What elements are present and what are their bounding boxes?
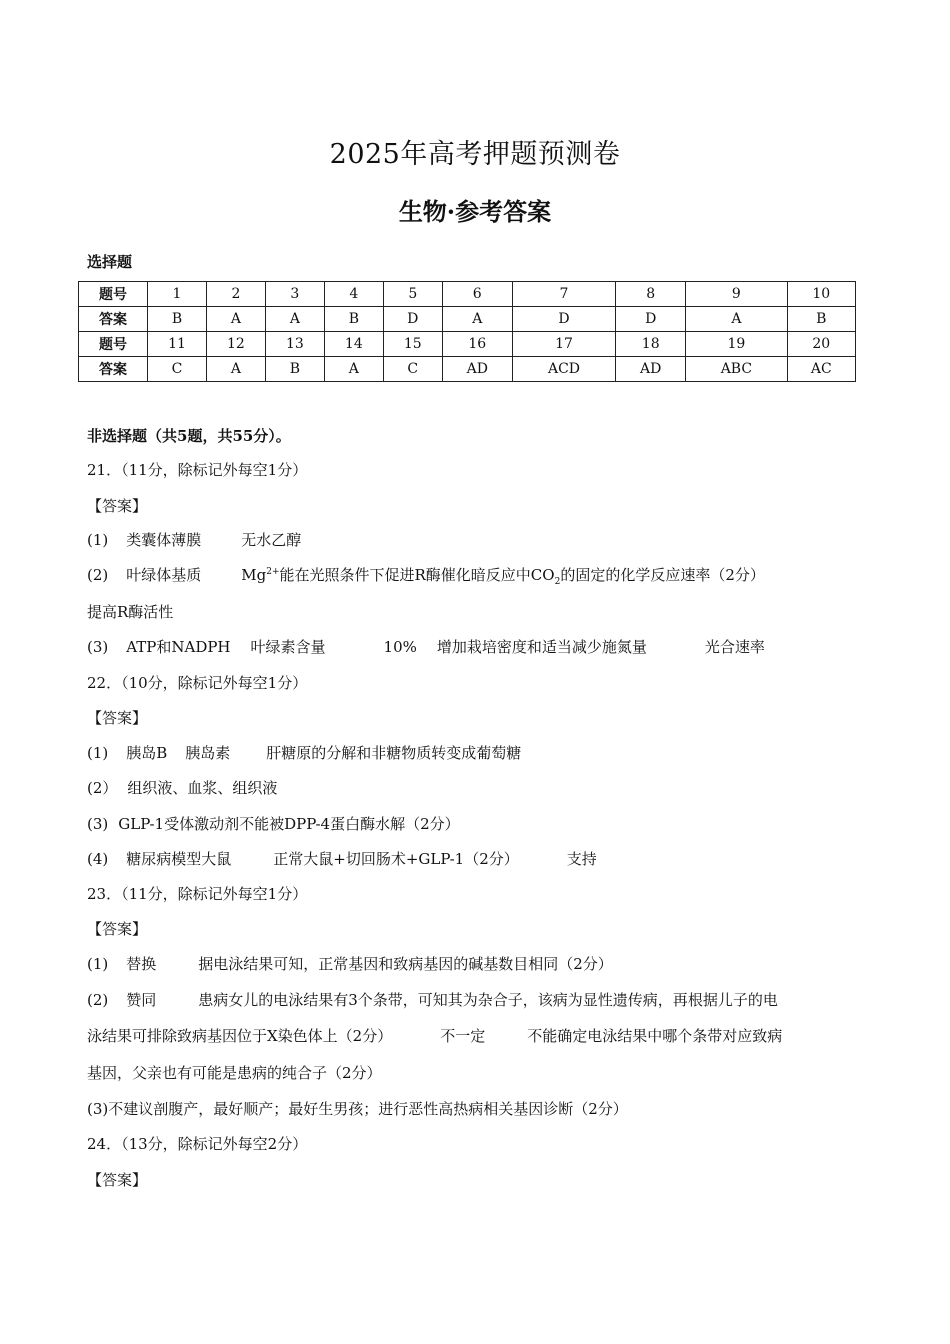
- q21-heading: 21．（11分，除标记外每空1分）: [87, 461, 308, 479]
- question-number-cell: 6: [442, 282, 512, 307]
- question-number-cell: 2: [206, 282, 265, 307]
- answer-cell: C: [383, 357, 442, 382]
- answer-cell: B: [787, 307, 855, 332]
- answer-cell: D: [383, 307, 442, 332]
- q21-l3-num: (3): [87, 638, 109, 656]
- question-number-cell: 15: [383, 332, 442, 357]
- table-row-answers: [79, 357, 856, 382]
- q23-heading: 23．（11分，除标记外每空1分）: [87, 885, 308, 903]
- q22-heading: 22．（10分，除标记外每空1分）: [87, 674, 308, 692]
- question-number-cell: 20: [787, 332, 855, 357]
- section-nonchoice-heading: 非选择题（共5题，共55分）。: [87, 427, 291, 445]
- q24-heading: 24．（13分，除标记外每空2分）: [87, 1135, 308, 1153]
- answer-cell: D: [616, 307, 686, 332]
- answer-table: [78, 281, 856, 382]
- q22-l4-b: 正常大鼠+切回肠术+GLP-1（2分）: [273, 850, 519, 868]
- question-number-cell: 8: [616, 282, 686, 307]
- q23-line-2-cont-2: 基因，父亲也有可能是患病的纯合子（2分）: [87, 1064, 382, 1082]
- question-number-cell: 3: [265, 282, 324, 307]
- row-header-answer: 答案: [79, 307, 148, 332]
- question-number-cell: 1: [148, 282, 207, 307]
- q23-line-2-cont-1: [87, 1025, 782, 1046]
- q21-l3-d: 增加栽培密度和适当减少施氮量: [436, 638, 647, 656]
- q22-line-2: [87, 777, 277, 798]
- q21-l1-num: (1): [87, 531, 109, 549]
- q23-l1-b: 据电泳结果可知，正常基因和致病基因的碱基数目相同（2分）: [198, 955, 613, 973]
- table-row-numbers: [79, 282, 856, 307]
- q21-line-2: [87, 564, 765, 587]
- q21-l1-b: 无水乙醇: [241, 531, 302, 549]
- table-row-answers: [79, 307, 856, 332]
- question-number-cell: 12: [206, 332, 265, 357]
- question-number-cell: 5: [383, 282, 442, 307]
- question-number-cell: 17: [512, 332, 615, 357]
- q22-l2-a: 组织液、血浆、组织液: [127, 779, 278, 797]
- q22-line-4: [87, 848, 597, 869]
- question-number-cell: 9: [686, 282, 787, 307]
- table-row-numbers: [79, 332, 856, 357]
- answer-cell: ACD: [512, 357, 615, 382]
- question-number-cell: 18: [616, 332, 686, 357]
- page-subtitle: 生物·参考答案: [398, 197, 552, 226]
- answer-cell: A: [206, 307, 265, 332]
- q21-l2-a: 叶绿体基质: [126, 566, 202, 584]
- q21-l2-b-sup: 2+: [266, 567, 280, 577]
- q21-l2-b-pre: Mg: [241, 566, 267, 584]
- q22-l1-c: 肝糖原的分解和非糖物质转变成葡萄糖: [266, 744, 522, 762]
- answer-cell: A: [265, 307, 324, 332]
- q21-l3-b: 叶绿素含量: [250, 638, 326, 656]
- q23-l2-cont1-c: 不能确定电泳结果中哪个条带对应致病: [527, 1027, 783, 1045]
- q21-l2-num: (2): [87, 566, 109, 584]
- answer-cell: A: [686, 307, 787, 332]
- q21-l2-b-sub: 2: [554, 577, 561, 587]
- question-number-cell: 14: [324, 332, 383, 357]
- row-header-question-no: 题号: [79, 282, 148, 307]
- answer-cell: B: [148, 307, 207, 332]
- answer-cell: AD: [616, 357, 686, 382]
- q22-l3-num: (3): [87, 815, 109, 833]
- q23-l2-num: (2): [87, 991, 109, 1009]
- q21-l3-c: 10%: [383, 638, 417, 656]
- q23-line-3: (3)不建议剖腹产，最好顺产；最好生男孩；进行恶性高热病相关基因诊断（2分）: [87, 1100, 628, 1118]
- question-number-cell: 19: [686, 332, 787, 357]
- answer-cell: A: [206, 357, 265, 382]
- q22-l2-num: (2）: [87, 779, 118, 797]
- q23-l2-b: 患病女儿的电泳结果有3个条带，可知其为杂合子，该病为显性遗传病，再根据儿子的电: [198, 991, 778, 1009]
- row-header-question-no: 题号: [79, 332, 148, 357]
- question-number-cell: 4: [324, 282, 383, 307]
- q22-line-3: [87, 813, 460, 834]
- q23-line-2: [87, 989, 778, 1010]
- row-header-answer: 答案: [79, 357, 148, 382]
- answer-cell: B: [324, 307, 383, 332]
- answer-cell: C: [148, 357, 207, 382]
- answer-cell: B: [265, 357, 324, 382]
- answer-cell: D: [512, 307, 615, 332]
- q23-answer-label: 【答案】: [87, 920, 148, 938]
- q22-answer-label: 【答案】: [87, 709, 148, 727]
- q22-l4-num: (4): [87, 850, 109, 868]
- q22-l4-a: 糖尿病模型大鼠: [126, 850, 232, 868]
- question-number-cell: 7: [512, 282, 615, 307]
- q22-l1-num: (1): [87, 744, 109, 762]
- q23-l2-a: 赞同: [126, 991, 157, 1009]
- section-choice-heading: 选择题: [87, 253, 133, 271]
- question-number-cell: 16: [442, 332, 512, 357]
- question-number-cell: 10: [787, 282, 855, 307]
- answer-cell: A: [324, 357, 383, 382]
- q22-l3-a: GLP-1受体激动剂不能被DPP-4蛋白酶水解（2分）: [118, 815, 460, 833]
- q21-line-3: [87, 636, 765, 657]
- answer-cell: AC: [787, 357, 855, 382]
- q21-answer-label: 【答案】: [87, 497, 148, 515]
- q23-l1-num: (1): [87, 955, 109, 973]
- q21-l2-b-post: 的固定的化学反应速率（2分）: [560, 566, 765, 584]
- question-number-cell: 11: [148, 332, 207, 357]
- q23-line-1: [87, 953, 613, 974]
- q24-answer-label: 【答案】: [87, 1171, 148, 1189]
- q22-l1-a: 胰岛B: [126, 744, 168, 762]
- page-title: 2025年高考押题预测卷: [329, 139, 621, 170]
- answer-cell: AD: [442, 357, 512, 382]
- q21-l3-a: ATP和NADPH: [126, 638, 231, 656]
- q21-l1-a: 类囊体薄膜: [126, 531, 202, 549]
- q21-line-2-cont: 提高R酶活性: [87, 603, 174, 621]
- q23-l1-a: 替换: [126, 955, 157, 973]
- q21-l2-b-mid: 能在光照条件下促进R酶催化暗反应中CO: [279, 566, 555, 584]
- question-number-cell: 13: [265, 332, 324, 357]
- q21-line-1: [87, 529, 301, 550]
- answer-cell: A: [442, 307, 512, 332]
- q23-l2-cont1-b: 不一定: [440, 1027, 486, 1045]
- q21-l3-e: 光合速率: [704, 638, 765, 656]
- q22-line-1: [87, 742, 521, 763]
- q23-l2-cont1-a: 泳结果可排除致病基因位于X染色体上（2分）: [87, 1027, 393, 1045]
- answer-cell: ABC: [686, 357, 787, 382]
- q22-l1-b: 胰岛素: [185, 744, 231, 762]
- q22-l4-c: 支持: [566, 850, 597, 868]
